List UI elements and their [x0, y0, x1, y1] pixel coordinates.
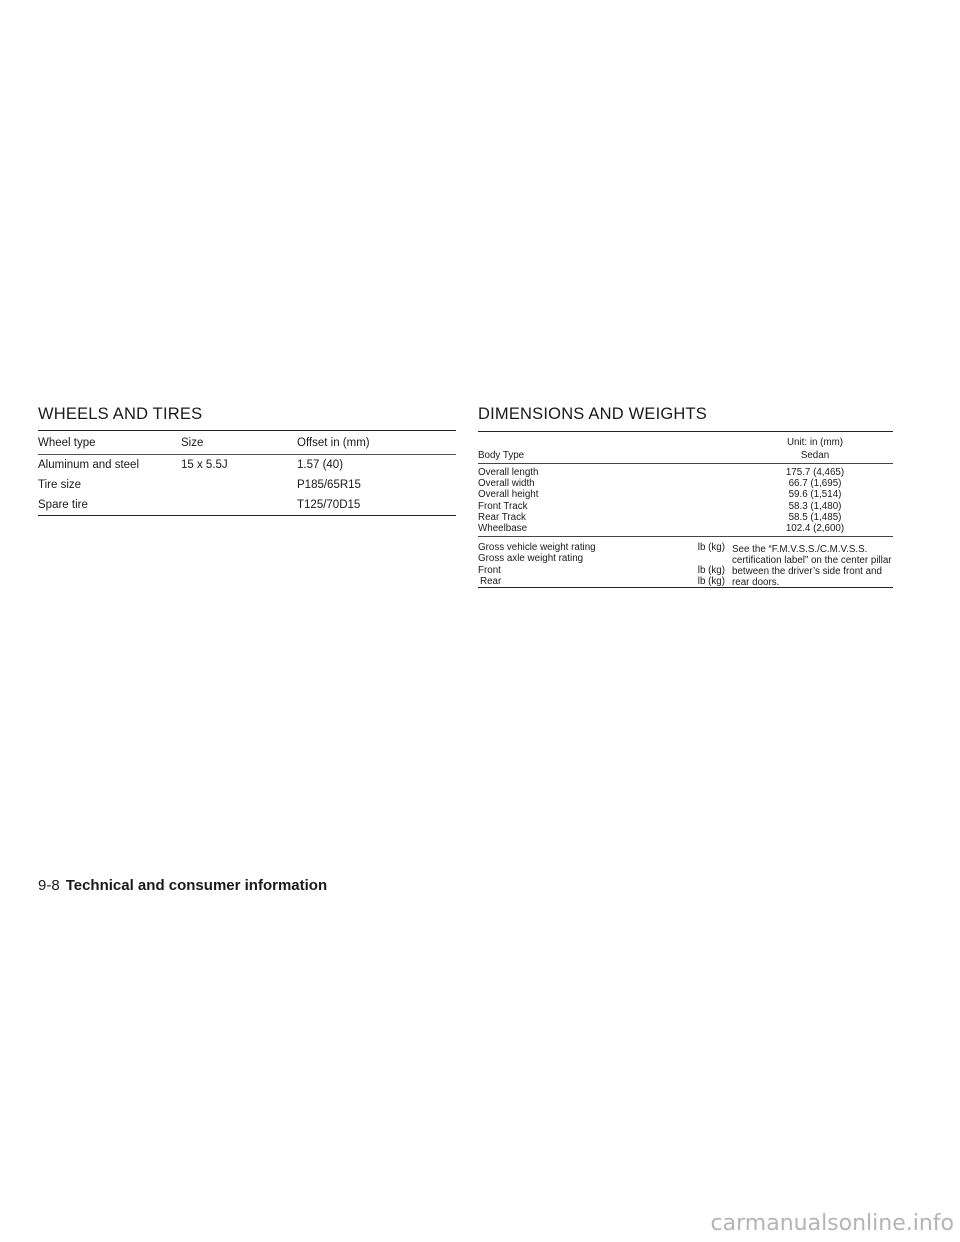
- row-label: Rear Track: [478, 511, 526, 523]
- wheels-and-tires-table: [38, 430, 456, 516]
- table-row: [478, 501, 893, 512]
- table-header-row: [478, 432, 893, 464]
- rear-unit: lb (kg): [697, 576, 725, 588]
- offset-cell: 1.57 (40): [297, 459, 344, 471]
- row-label: Overall height: [478, 489, 539, 501]
- front-label: Front: [478, 565, 501, 577]
- row-value: 58.3 (1,480): [788, 500, 842, 512]
- table-row: [478, 512, 893, 523]
- dimensions-and-weights-heading: DIMENSIONS AND WEIGHTS: [478, 405, 708, 423]
- sedan-column-label: Sedan: [800, 450, 830, 461]
- table-bottom-rule: [38, 515, 456, 516]
- gvwr-unit: lb (kg): [697, 542, 725, 554]
- row-value: 175.7 (4,465): [785, 467, 845, 478]
- row-value: 66.7 (1,695): [788, 478, 842, 490]
- certification-label-note: See the “F.M.V.S.S./C.M.V.S.S. certification label” on the center pillar between the driver’s side front and rear doors.: [732, 544, 892, 589]
- table-row: [478, 523, 893, 534]
- row-label: Overall length: [478, 467, 539, 478]
- row-label: Front Track: [478, 500, 528, 512]
- dimensions-rows: [478, 464, 893, 537]
- front-unit: lb (kg): [697, 565, 725, 577]
- header-offset: Offset in (mm): [297, 437, 370, 449]
- spare-tire-label: Spare tire: [38, 499, 88, 511]
- wheel-type-cell: Aluminum and steel: [38, 459, 139, 471]
- row-label: Overall width: [478, 478, 535, 490]
- row-value: 58.5 (1,485): [788, 511, 842, 523]
- table-row: [38, 455, 456, 475]
- header-wheel-type: Wheel type: [38, 437, 96, 449]
- watermark: carmanualsonline.info: [710, 1211, 954, 1236]
- row-value: 59.6 (1,514): [788, 489, 842, 501]
- wheels-and-tires-heading: WHEELS AND TIRES: [38, 405, 203, 423]
- spare-tire-value: T125/70D15: [297, 499, 361, 511]
- size-cell: 15 x 5.5J: [181, 459, 228, 471]
- page-number: 9-8: [38, 877, 60, 894]
- table-row: [478, 489, 893, 500]
- gawr-label: Gross axle weight rating: [478, 553, 584, 565]
- unit-label: Unit: in (mm): [786, 437, 844, 448]
- tire-size-value: P185/65R15: [297, 479, 361, 491]
- table-row: [478, 467, 893, 478]
- table-header-row: [38, 431, 456, 455]
- row-label: Wheelbase: [478, 522, 528, 534]
- page-footer: [38, 877, 327, 894]
- table-row: [478, 478, 893, 489]
- header-size: Size: [181, 437, 204, 449]
- body-type-label: Body Type: [478, 450, 525, 461]
- dimensions-and-weights-table: [478, 431, 893, 588]
- footer-section-title: Technical and consumer information: [65, 877, 328, 894]
- gvwr-label: Gross vehicle weight rating: [478, 542, 596, 554]
- row-value: 102.4 (2,600): [785, 522, 845, 534]
- tire-size-label: Tire size: [38, 479, 82, 491]
- rear-label: Rear: [480, 576, 502, 588]
- table-row: [38, 495, 456, 515]
- table-row: [38, 475, 456, 495]
- weights-section: [478, 537, 893, 588]
